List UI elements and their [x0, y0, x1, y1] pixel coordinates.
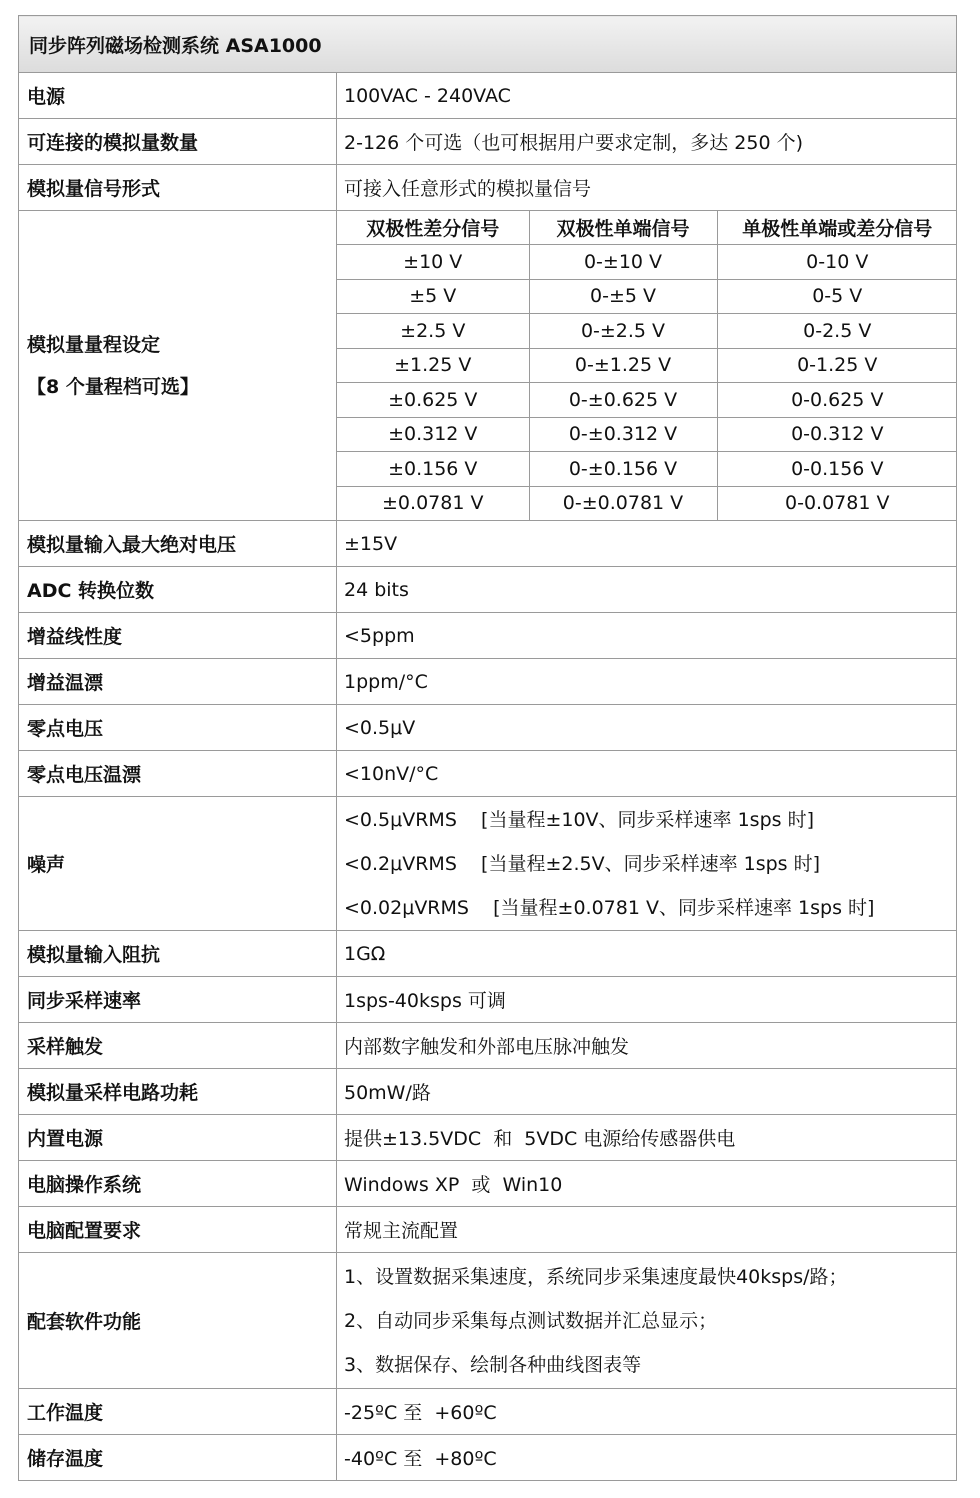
range-cell: ±0.0781 V: [337, 486, 529, 520]
range-key: [19, 211, 337, 521]
row-value: 100VAC - 240VAC: [337, 73, 957, 119]
noise-line: <0.5μVRMS [当量程±10V、同步采样速率 1sps 时]: [344, 808, 814, 831]
software-key: 配套软件功能: [19, 1253, 337, 1389]
row-key: 同步采样速率: [19, 977, 337, 1023]
range-data-row: [337, 486, 957, 520]
row-value: Windows XP 或 Win10: [337, 1161, 957, 1207]
table-row: [19, 931, 957, 977]
row-value: -40ºC 至 +80ºC: [337, 1435, 957, 1481]
software-line: 2、自动同步采集每点测试数据并汇总显示；: [344, 1309, 718, 1332]
table-row: [19, 751, 957, 797]
noise-line: <0.02μVRMS [当量程±0.0781 V、同步采样速率 1sps 时]: [344, 896, 875, 919]
row-value: 1sps-40ksps 可调: [337, 977, 957, 1023]
row-value: <5ppm: [337, 613, 957, 659]
range-key-line1: 模拟量量程设定: [27, 333, 161, 356]
table-title: 同步阵列磁场检测系统 ASA1000: [19, 16, 957, 73]
noise-row: [19, 797, 957, 931]
row-value: <10nV/°C: [337, 751, 957, 797]
range-cell: 0-±0.156 V: [529, 452, 717, 487]
range-cell: ±2.5 V: [337, 314, 529, 349]
row-key: 工作温度: [19, 1389, 337, 1435]
title-row: [19, 16, 957, 73]
range-cell: 0-0.0781 V: [717, 486, 957, 520]
row-value: 可接入任意形式的模拟量信号: [337, 165, 957, 211]
noise-key: 噪声: [19, 797, 337, 931]
row-key: 可连接的模拟量数量: [19, 119, 337, 165]
range-cell: ±5 V: [337, 279, 529, 314]
range-header-row: [337, 211, 957, 245]
table-row: [19, 977, 957, 1023]
range-cell: 0-±0.625 V: [529, 383, 717, 418]
software-line: 3、数据保存、绘制各种曲线图表等: [344, 1353, 642, 1376]
row-value: 2-126 个可选（也可根据用户要求定制，多达 250 个): [337, 119, 957, 165]
table-row: [19, 1115, 957, 1161]
row-key: 储存温度: [19, 1435, 337, 1481]
table-row: [19, 1389, 957, 1435]
range-key-line2: 【8 个量程档可选】: [27, 375, 199, 398]
table-row: [19, 1069, 957, 1115]
row-key: 模拟量信号形式: [19, 165, 337, 211]
row-value: 内部数字触发和外部电压脉冲触发: [337, 1023, 957, 1069]
range-header: 双极性差分信号: [366, 218, 500, 240]
table-row: [19, 659, 957, 705]
spec-table: [18, 15, 957, 1481]
row-value: 常规主流配置: [337, 1207, 957, 1253]
range-cell: ±0.625 V: [337, 383, 529, 418]
row-value: 50mW/路: [337, 1069, 957, 1115]
range-cell: 0-0.312 V: [717, 417, 957, 452]
range-data-row: [337, 383, 957, 418]
range-cell: 0-±0.0781 V: [529, 486, 717, 520]
range-data-row: [337, 279, 957, 314]
range-cell: ±1.25 V: [337, 348, 529, 383]
row-key: 零点电压温漂: [19, 751, 337, 797]
range-cell: 0-±0.312 V: [529, 417, 717, 452]
software-line: 1、设置数据采集速度，系统同步采集速度最快40ksps/路；: [344, 1265, 848, 1288]
row-value: -25ºC 至 +60ºC: [337, 1389, 957, 1435]
range-cell: 0-±5 V: [529, 279, 717, 314]
row-key: 采样触发: [19, 1023, 337, 1069]
noise-line: <0.2μVRMS [当量程±2.5V、同步采样速率 1sps 时]: [344, 852, 821, 875]
range-cell: 0-±2.5 V: [529, 314, 717, 349]
table-row: [19, 165, 957, 211]
row-value: <0.5μV: [337, 705, 957, 751]
software-values: [337, 1253, 957, 1389]
row-value: ±15V: [337, 521, 957, 567]
row-value: 提供±13.5VDC 和 5VDC 电源给传感器供电: [337, 1115, 957, 1161]
row-key: 电源: [19, 73, 337, 119]
row-key: 增益温漂: [19, 659, 337, 705]
table-row: [19, 1161, 957, 1207]
range-cell: ±0.156 V: [337, 452, 529, 487]
row-value: 1ppm/°C: [337, 659, 957, 705]
row-key: 零点电压: [19, 705, 337, 751]
table-row: [19, 567, 957, 613]
range-cell: 0-10 V: [717, 245, 957, 280]
row-key: 内置电源: [19, 1115, 337, 1161]
range-cell: 0-5 V: [717, 279, 957, 314]
row-key: 模拟量采样电路功耗: [19, 1069, 337, 1115]
row-key: 模拟量输入最大绝对电压: [19, 521, 337, 567]
table-row: [19, 119, 957, 165]
row-key: 模拟量输入阻抗: [19, 931, 337, 977]
table-row: [19, 705, 957, 751]
range-cell: 0-2.5 V: [717, 314, 957, 349]
range-row: [19, 211, 957, 521]
range-data-row: [337, 245, 957, 280]
table-row: [19, 521, 957, 567]
row-key: ADC 转换位数: [19, 567, 337, 613]
range-data-row: [337, 417, 957, 452]
table-row: [19, 613, 957, 659]
row-value: 1GΩ: [337, 931, 957, 977]
range-table-cell: [337, 211, 957, 521]
software-row: [19, 1253, 957, 1389]
table-row: [19, 1435, 957, 1481]
range-cell: ±10 V: [337, 245, 529, 280]
range-data-row: [337, 348, 957, 383]
table-row: [19, 1207, 957, 1253]
range-header: 单极性单端或差分信号: [717, 211, 957, 245]
range-cell: ±0.312 V: [337, 417, 529, 452]
row-key: 增益线性度: [19, 613, 337, 659]
row-value: 24 bits: [337, 567, 957, 613]
range-cell: 0-±1.25 V: [529, 348, 717, 383]
range-data-row: [337, 314, 957, 349]
range-cell: 0-1.25 V: [717, 348, 957, 383]
range-cell: 0-±10 V: [529, 245, 717, 280]
row-key: 电脑操作系统: [19, 1161, 337, 1207]
table-row: [19, 1023, 957, 1069]
range-cell: 0-0.156 V: [717, 452, 957, 487]
range-data-row: [337, 452, 957, 487]
range-table: [337, 211, 957, 520]
row-key: 电脑配置要求: [19, 1207, 337, 1253]
noise-values: [337, 797, 957, 931]
range-header: 双极性单端信号: [529, 211, 717, 245]
range-cell: 0-0.625 V: [717, 383, 957, 418]
table-row: [19, 73, 957, 119]
